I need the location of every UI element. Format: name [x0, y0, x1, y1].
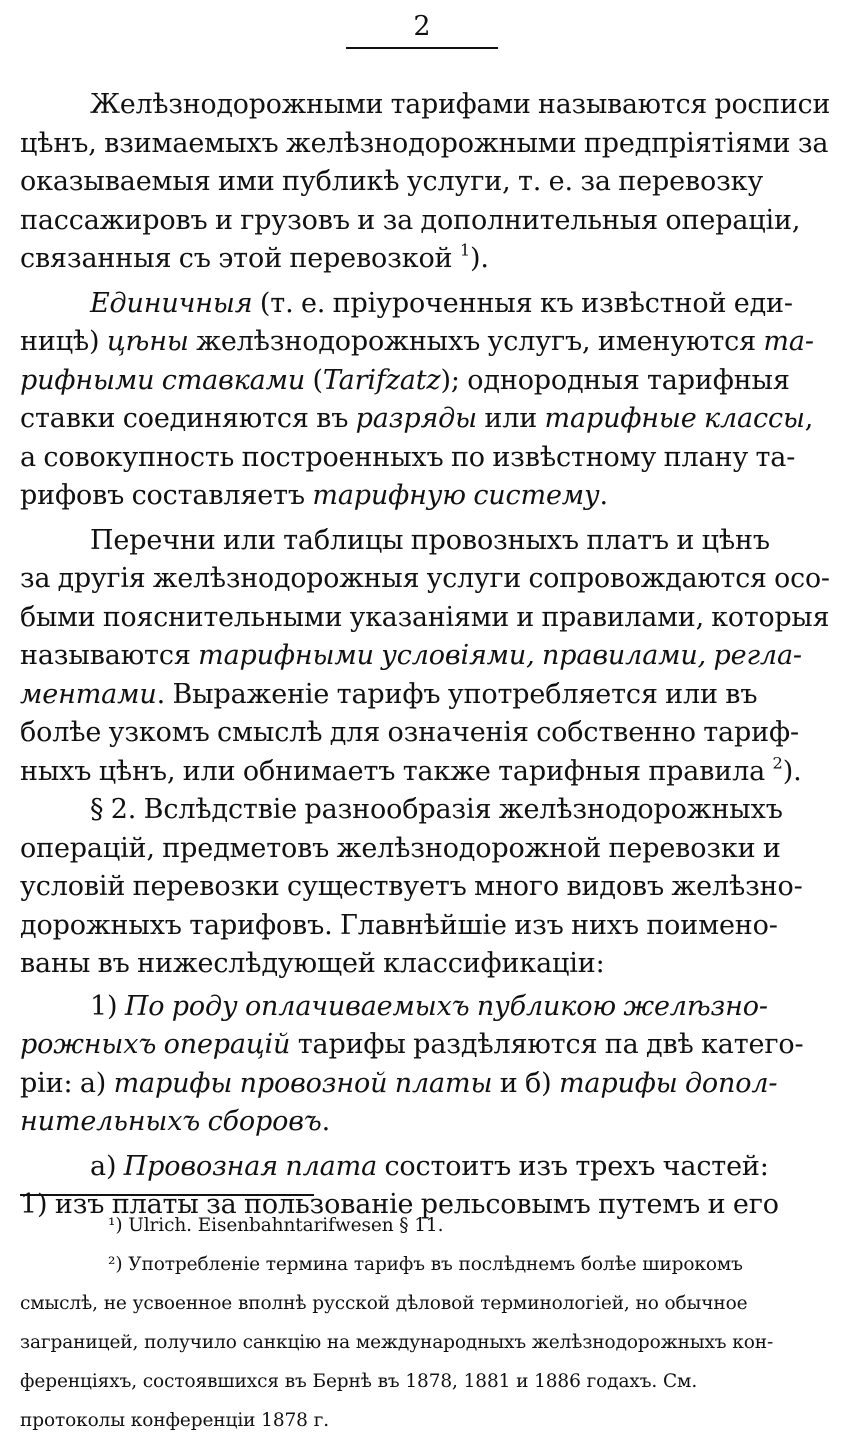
text-line — [20, 323, 834, 362]
text-run: а) — [90, 1150, 124, 1182]
italic-phrase: та- — [763, 326, 814, 357]
italic-phrase: разряды — [355, 403, 477, 434]
text-run: Перечни или таблицы провозныхъ платъ и цѣнъ — [90, 524, 770, 556]
text-line — [20, 439, 834, 478]
footnotes — [20, 1206, 834, 1440]
footnote-line: ²) Употребленіе термина тарифъ въ послѣднемъ болѣе широкомъ — [108, 1254, 743, 1275]
text-run: . — [599, 480, 608, 511]
text-run: ); однородныя тарифныя — [440, 364, 790, 396]
main-text — [20, 86, 834, 1225]
text-line — [20, 240, 834, 279]
text-line — [20, 163, 834, 202]
text-line — [20, 791, 834, 830]
text-run: ваны въ нижеслѣдующей классификаціи: — [20, 948, 605, 979]
text-run: дорожныхъ тарифовъ. Главнѣйшіе изъ нихъ поимено- — [20, 909, 778, 941]
text-run: ). — [469, 243, 489, 274]
footnote-line: ¹) Ulrich. Eisenbahntarifwesen § 11. — [108, 1215, 444, 1236]
text-run: или — [476, 403, 545, 434]
text-run: (т. е. пріуроченныя къ извѣстной еди- — [252, 287, 793, 319]
text-line — [20, 907, 834, 946]
italic-phrase: тарифы провозной платы — [113, 1067, 493, 1099]
italic-phrase: тарифную систему — [312, 480, 600, 511]
text-line — [20, 1103, 834, 1142]
footnote-line: протоколы конференціи 1878 г. — [20, 1410, 329, 1431]
text-line — [20, 560, 834, 599]
text-run: состоитъ изъ трехъ частей: — [377, 1150, 769, 1182]
text-run: рифовъ составляетъ — [20, 480, 313, 511]
text-run: , — [804, 403, 814, 434]
italic-phrase: тарифные классы — [544, 403, 805, 434]
italic-phrase: тарифными условіями, правилами, регла- — [198, 640, 802, 671]
text-run: ницѣ) — [20, 326, 107, 357]
text-line — [20, 945, 834, 984]
text-run: желѣзнодорожныхъ услугъ, именуются — [188, 326, 764, 357]
italic-phrase: Провозная плата — [123, 1150, 378, 1182]
footnote-ref: 1 — [459, 240, 470, 260]
text-run: и б) — [492, 1067, 559, 1099]
text-run: Желѣзнодорожными тарифами называются росписи — [90, 89, 831, 120]
text-run: ( — [305, 364, 323, 396]
text-run: ріи: а) — [20, 1067, 114, 1099]
text-run: быми пояснительными указаніями и правилами, которыя — [20, 601, 830, 633]
italic-phrase: тарифы допол- — [558, 1067, 778, 1099]
italic-phrase: рожныхъ операцій — [20, 1029, 291, 1060]
text-line — [20, 202, 834, 241]
text-line — [20, 988, 834, 1027]
italic-phrase: цѣны — [106, 326, 189, 357]
text-run: ставки соединяются въ — [20, 403, 356, 434]
text-run: за другія желѣзнодорожныя услуги сопровождаются осо- — [20, 563, 830, 594]
italic-phrase: рифными ставками — [20, 364, 306, 396]
italic-phrase: ментами — [20, 678, 157, 710]
text-line — [20, 1148, 834, 1187]
footnote-line: ференціяхъ, состоявшихся въ Бернѣ въ 1878, 1881 и 1886 годахъ. См. — [20, 1371, 698, 1392]
text-line — [20, 830, 834, 869]
text-line — [20, 400, 834, 439]
text-run: ). — [782, 755, 802, 787]
italic-phrase: Единичныя — [90, 287, 253, 319]
italic-phrase: Tarifzatz — [322, 364, 441, 396]
text-run: ныхъ цѣнъ, или обнимаетъ также тарифныя правила — [20, 755, 773, 787]
text-line — [20, 522, 834, 561]
italic-phrase: По роду оплачиваемыхъ публикою желѣзно- — [124, 990, 768, 1022]
footnote-line: заграницей, получило санкцію на международныхъ желѣзнодорожныхъ кон- — [20, 1332, 774, 1353]
text-line — [20, 362, 834, 401]
text-run: а совокупность построенныхъ по извѣстному плану та- — [20, 441, 796, 473]
text-line — [20, 676, 834, 715]
footnote-rule — [20, 1194, 314, 1196]
text-run: пассажировъ и грузовъ и за дополнительныя операціи, — [20, 204, 801, 236]
text-line — [20, 125, 834, 164]
text-run: . Выраженіе тарифъ употребляется или въ — [156, 678, 758, 710]
footnote-ref: 2 — [772, 753, 783, 773]
text-line — [20, 285, 834, 324]
text-line — [20, 1065, 834, 1104]
text-run: 1) — [90, 990, 125, 1022]
text-line — [20, 868, 834, 907]
text-line — [20, 753, 834, 792]
text-run: условій перевозки существуетъ много видовъ желѣзно- — [20, 871, 803, 902]
header-rule — [346, 47, 498, 49]
text-run: называются — [20, 640, 199, 671]
text-run: связанныя съ этой перевозкой — [20, 243, 460, 274]
text-run: операцій, предметовъ желѣзнодорожной перевозки и — [20, 832, 781, 864]
text-run: 1) изъ платы за пользованіе рельсовымъ путемъ и его — [20, 1189, 779, 1220]
text-run: тарифы раздѣляются па двѣ катего- — [290, 1029, 804, 1060]
text-run: . — [321, 1106, 331, 1137]
text-line — [20, 86, 834, 125]
footnote-line: смыслѣ, не усвоенное вполнѣ русской дѣловой терминологіей, но обычное — [20, 1293, 748, 1314]
text-run: болѣе узкомъ смыслѣ для означенія собственно тариф- — [20, 717, 799, 748]
text-run: оказываемыя ими публикѣ услуги, т. е. за перевозку — [20, 166, 764, 197]
text-line — [20, 599, 834, 638]
text-line — [20, 1026, 834, 1065]
text-line — [20, 477, 834, 516]
text-run: цѣнъ, взимаемыхъ желѣзнодорожными предпріятіями за — [20, 127, 829, 159]
italic-phrase: нительныхъ сборовъ — [20, 1106, 322, 1137]
text-line — [20, 714, 834, 753]
text-run: § 2. Вслѣдствіе разнообразія желѣзнодорожныхъ — [90, 794, 783, 825]
text-line — [20, 637, 834, 676]
page-number: 2 — [413, 11, 431, 42]
